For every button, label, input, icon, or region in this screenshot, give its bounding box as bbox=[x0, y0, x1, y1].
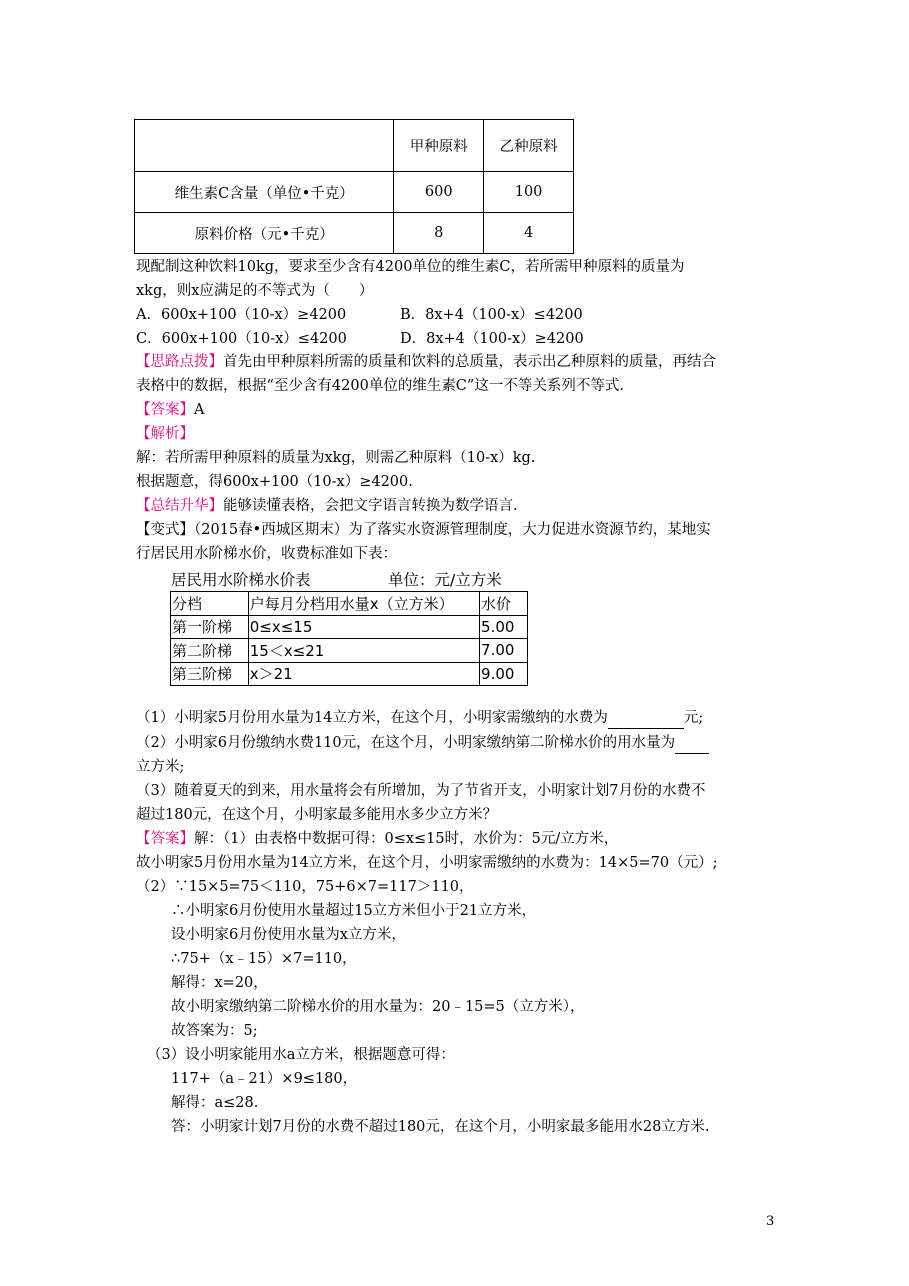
variant-line: 行居民用水阶梯水价，收费标准如下表： bbox=[136, 546, 397, 562]
answer-line: 【答案】解：（1）由表格中数据可得：0≤x≤15时，水价为：5元/立方米， bbox=[136, 831, 619, 847]
question-text: xkg，则x应满足的不等式为（ ） bbox=[136, 283, 374, 299]
nutrition-table bbox=[134, 119, 574, 254]
variant-line: 【变式】（2015春•西城区期末）为了落实水资源管理制度，大力促进水资源节约，某地实 bbox=[136, 522, 711, 538]
question-line: （3）随着夏天的到来，用水量将会有所增加，为了节省开支，小明家计划7月份的水费不 bbox=[136, 783, 706, 799]
table-cell: 8 bbox=[394, 213, 484, 254]
table-cell: 9.00 bbox=[480, 662, 528, 686]
table-cell: x＞21 bbox=[248, 662, 479, 686]
answer-line: （3）设小明家能用水a立方米，根据题意可得： bbox=[147, 1047, 455, 1063]
table-header-cell: 水价 bbox=[480, 592, 528, 616]
answer-line: 解得：x=20， bbox=[171, 975, 268, 991]
analysis-line: 解：若所需甲种原料的质量为xkg，则需乙种原料（10-x）kg. bbox=[136, 450, 536, 466]
water-price-table bbox=[170, 591, 528, 686]
answer-line: 故小明家5月份用水量为14立方米，在这个月，小明家需缴纳的水费为：14×5=70（元）; bbox=[136, 855, 718, 871]
answer-line: ∴75+（x﹣15）×7=110， bbox=[171, 951, 357, 967]
table-header-cell bbox=[135, 120, 394, 172]
answer-line: 答：小明家计划7月份的水费不超过180元，在这个月，小明家最多能用水28立方米. bbox=[171, 1119, 710, 1135]
variant-tag: 【变式】 bbox=[136, 522, 194, 538]
table-header-cell: 乙种原料 bbox=[484, 120, 574, 172]
question-text: 现配制这种饮料10kg，要求至少含有4200单位的维生素C，若所需甲种原料的质量为 bbox=[136, 259, 685, 275]
option-b: B．8x+4（100-x）≤4200 bbox=[400, 307, 583, 323]
table-header-cell: 甲种原料 bbox=[394, 120, 484, 172]
water-table-unit: 单位：元/立方米 bbox=[388, 571, 502, 589]
option-c: C．600x+100（10-x）≤4200 bbox=[136, 331, 347, 347]
summary-tag: 【总结升华】 bbox=[136, 498, 223, 514]
answer-line: 解得：a≤28. bbox=[171, 1095, 259, 1111]
table-cell: 第二阶梯 bbox=[171, 639, 249, 663]
blank bbox=[675, 733, 709, 754]
table-cell: 7.00 bbox=[480, 639, 528, 663]
answer-line: 【答案】A bbox=[136, 402, 205, 418]
answer-tag: 【答案】 bbox=[136, 831, 194, 847]
blank bbox=[608, 708, 684, 729]
answer-line: 设小明家6月份使用水量为x立方米， bbox=[171, 927, 406, 943]
hint-tag: 【思路点拨】 bbox=[136, 354, 223, 370]
answer-line: ∴小明家6月份使用水量超过15立方米但小于21立方米， bbox=[171, 903, 537, 919]
analysis-tag: 【解析】 bbox=[136, 426, 194, 442]
question-line: （1）小明家5月份用水量为14立方米，在这个月，小明家需缴纳的水费为 元; bbox=[136, 708, 703, 729]
answer-line: 故答案为：5; bbox=[171, 1023, 258, 1039]
table-cell: 第三阶梯 bbox=[171, 662, 249, 686]
table-cell: 5.00 bbox=[480, 615, 528, 639]
table-cell: 15＜x≤21 bbox=[248, 639, 479, 663]
question-line: 立方米; bbox=[136, 759, 185, 775]
summary-line: 【总结升华】能够读懂表格，会把文字语言转换为数学语言. bbox=[136, 498, 518, 514]
option-a: A．600x+100（10-x）≥4200 bbox=[136, 307, 347, 323]
question-line: （2）小明家6月份缴纳水费110元，在这个月，小明家缴纳第二阶梯水价的用水量为 bbox=[136, 733, 709, 754]
table-cell: 100 bbox=[484, 172, 574, 213]
page-number: 3 bbox=[766, 1214, 775, 1229]
table-cell: 0≤x≤15 bbox=[248, 615, 479, 639]
answer-tag: 【答案】 bbox=[136, 402, 194, 418]
table-header-cell: 户每月分档用水量x（立方米） bbox=[248, 592, 479, 616]
hint-line: 【思路点拨】首先由甲种原料所需的质量和饮料的总质量，表示出乙种原料的质量，再结合 bbox=[136, 354, 716, 370]
answer-line: 故小明家缴纳第二阶梯水价的用水量为：20﹣15=5（立方米）， bbox=[171, 999, 585, 1015]
question-line: 超过180元，在这个月，小明家最多能用水多少立方米？ bbox=[136, 807, 498, 823]
hint-line: 表格中的数据，根据“至少含有4200单位的维生素C”这一不等关系列不等式. bbox=[136, 378, 624, 394]
table-header-cell: 分档 bbox=[171, 592, 249, 616]
table-cell: 原料价格（元•千克） bbox=[135, 213, 394, 254]
table-cell: 第一阶梯 bbox=[171, 615, 249, 639]
answer-line: （2）∵15×5=75＜110，75+6×7=117＞110， bbox=[136, 879, 474, 895]
option-d: D．8x+4（100-x）≥4200 bbox=[400, 331, 584, 347]
table-cell: 4 bbox=[484, 213, 574, 254]
water-table-title: 居民用水阶梯水价表 bbox=[171, 571, 311, 589]
answer-line: 117+（a﹣21）×9≤180， bbox=[171, 1071, 358, 1087]
table-cell: 维生素C含量（单位•千克） bbox=[135, 172, 394, 213]
table-cell: 600 bbox=[394, 172, 484, 213]
analysis-line: 根据题意，得600x+100（10-x）≥4200. bbox=[136, 474, 413, 490]
